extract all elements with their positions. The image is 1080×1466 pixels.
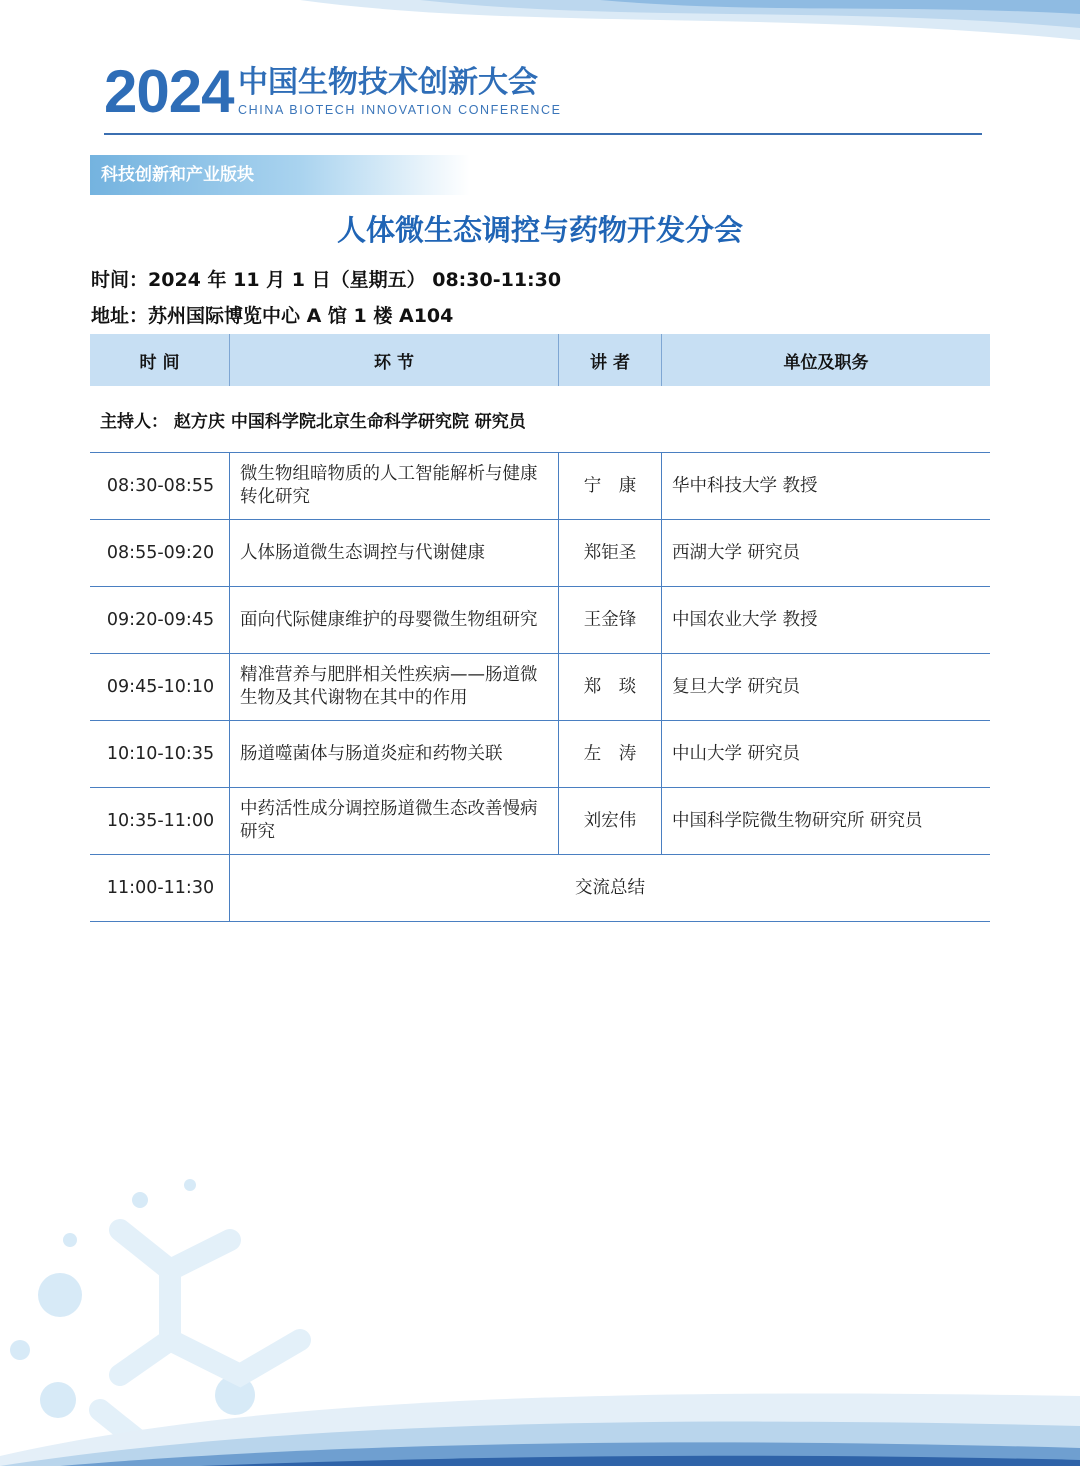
- section-tag-label: 科技创新和产业版块: [101, 165, 254, 185]
- logo-year: 2024: [104, 58, 234, 125]
- table-row: [90, 721, 990, 788]
- row-topic: 中药活性成分调控肠道微生态改善慢病研究: [229, 788, 558, 854]
- row-org: 西湖大学 研究员: [661, 520, 990, 586]
- row-topic: 面向代际健康维护的母婴微生物组研究: [229, 587, 558, 653]
- row-speaker: 王金锋: [558, 587, 661, 653]
- logo-title-cn: 中国生物技术创新大会: [238, 65, 538, 100]
- agenda-table: [90, 334, 990, 922]
- row-topic: 微生物组暗物质的人工智能解析与健康转化研究: [229, 453, 558, 519]
- row-time: 09:45-10:10: [106, 676, 215, 697]
- row-speaker: 郑钜圣: [558, 520, 661, 586]
- row-topic: 精准营养与肥胖相关性疾病——肠道微生物及其代谢物在其中的作用: [229, 654, 558, 720]
- row-org: 华中科技大学 教授: [661, 453, 990, 519]
- closing-time: 11:00-11:30: [106, 877, 215, 898]
- table-row: [90, 587, 990, 654]
- session-address: 地址：苏州国际博览中心 A 馆 1 楼 A104: [91, 305, 454, 327]
- row-time: 10:35-11:00: [106, 810, 215, 831]
- row-speaker: 宁 康: [558, 453, 661, 519]
- row-org: 复旦大学 研究员: [661, 654, 990, 720]
- table-header: [90, 334, 990, 386]
- row-speaker: 左 涛: [558, 721, 661, 787]
- header-org: 单位及职务: [661, 334, 990, 386]
- logo-title-en: CHINA BIOTECH INNOVATION CONFERENCE: [238, 103, 562, 117]
- closing-label: 交流总结: [229, 855, 990, 921]
- closing-row: [90, 855, 990, 922]
- wave-decoration-bottom: [0, 1366, 1080, 1466]
- host-row: 主持人： 赵方庆 中国科学院北京生命科学研究院 研究员: [90, 386, 990, 453]
- session-title: 人体微生态调控与药物开发分会: [336, 213, 743, 247]
- wave-decoration-top: [0, 0, 1080, 60]
- row-topic: 人体肠道微生态调控与代谢健康: [229, 520, 558, 586]
- row-time: 08:55-09:20: [106, 542, 215, 563]
- row-speaker: 刘宏伟: [558, 788, 661, 854]
- row-time: 09:20-09:45: [106, 609, 215, 630]
- session-time: 时间：2024 年 11 月 1 日（星期五） 08:30-11:30: [91, 269, 562, 291]
- section-tag: [90, 155, 470, 195]
- row-org: 中国农业大学 教授: [661, 587, 990, 653]
- row-topic: 肠道噬菌体与肠道炎症和药物关联: [229, 721, 558, 787]
- row-speaker: 郑 琰: [558, 654, 661, 720]
- header-topic: 环 节: [229, 334, 558, 386]
- table-row: [90, 654, 990, 721]
- row-org: 中山大学 研究员: [661, 721, 990, 787]
- table-row: [90, 788, 990, 855]
- table-row: [90, 520, 990, 587]
- row-time: 08:30-08:55: [106, 475, 215, 496]
- table-row: [90, 453, 990, 520]
- header-divider: [104, 133, 982, 135]
- molecule-decoration: [0, 1160, 400, 1466]
- header-speaker: 讲 者: [558, 334, 661, 386]
- header-time: 时 间: [139, 352, 180, 373]
- row-time: 10:10-10:35: [106, 743, 215, 764]
- row-org: 中国科学院微生物研究所 研究员: [661, 788, 990, 854]
